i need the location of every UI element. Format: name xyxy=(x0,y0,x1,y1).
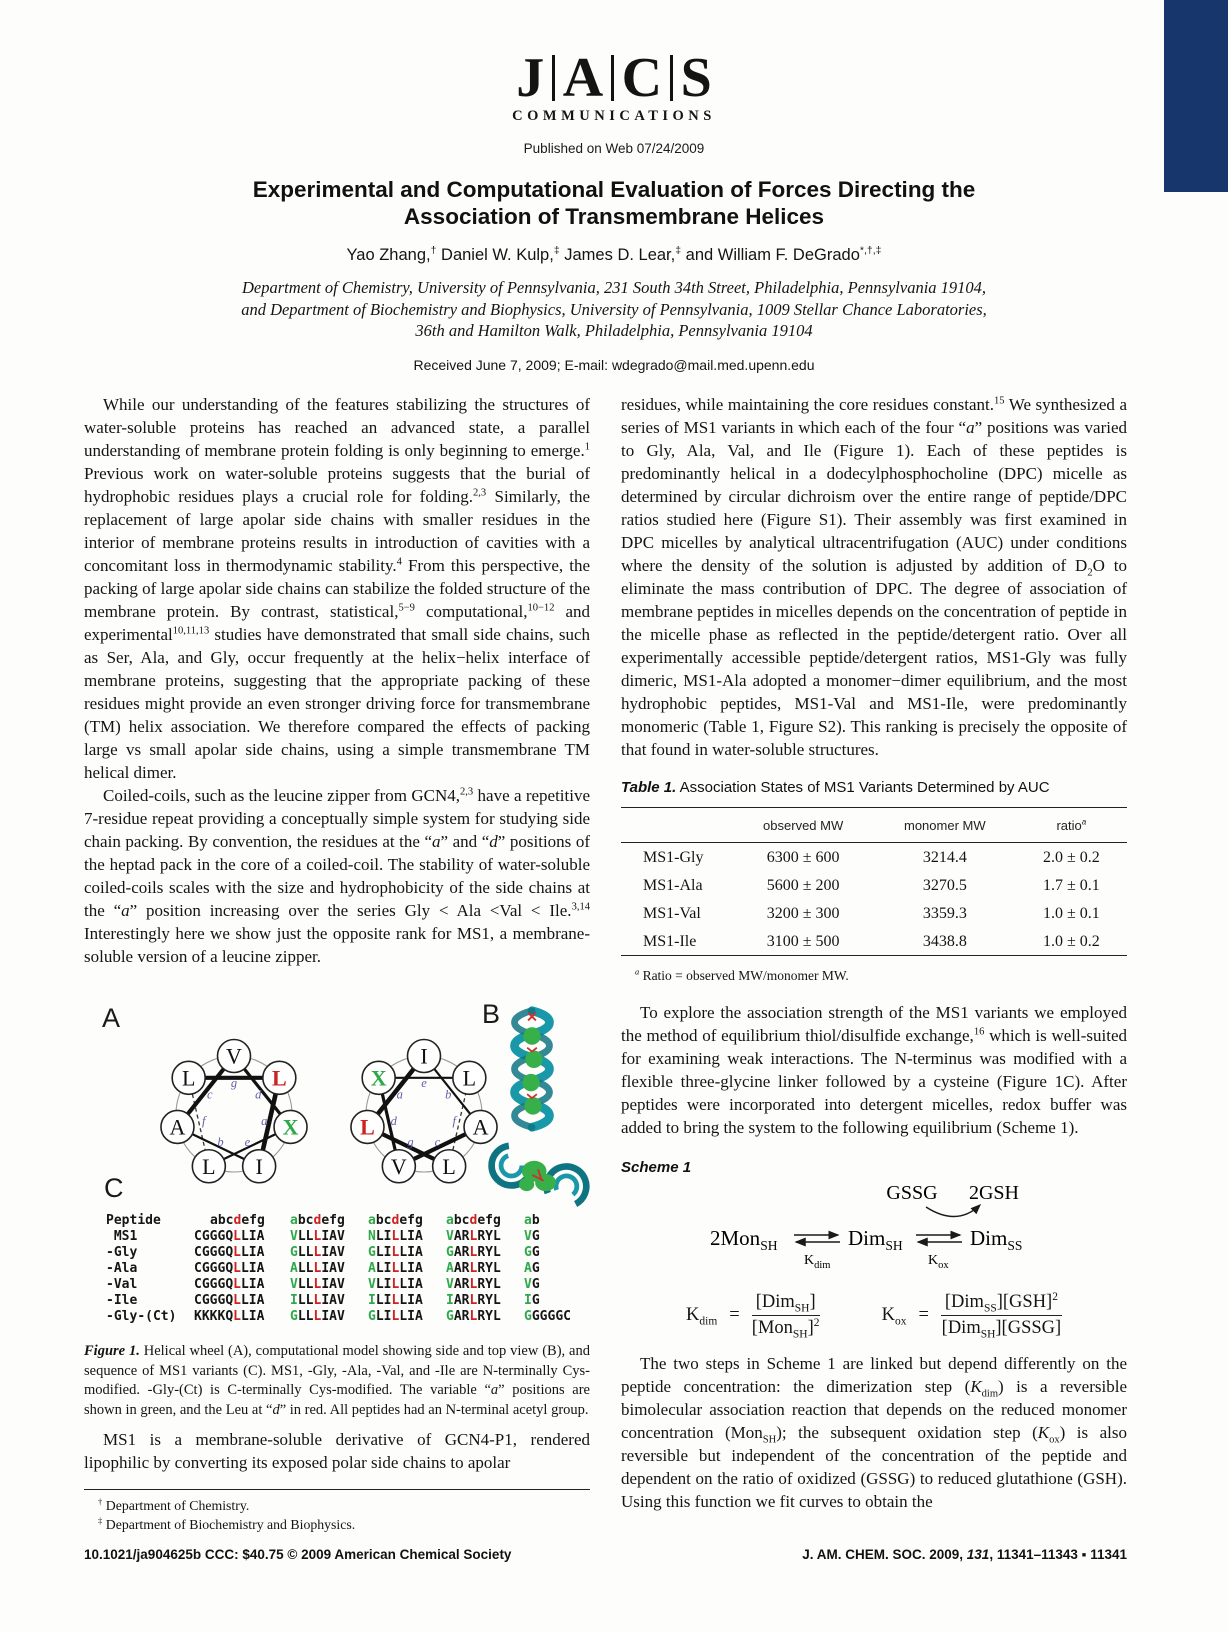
wheel-residue-letter: L xyxy=(271,1065,287,1091)
paragraph: To explore the association strength of the MS1 variants we employed the method of equilibrium thiol/disulfide exchange,$^{16}$ which is well-suited for examining weak interactions. The N-terminus was modified with a flexible three-glycine linker followed by a cysteine (Figure 1C). After peptides were incorporated into detergent micelles, redox buffer was added to bring the system to the following equilibrium (Scheme 1). xyxy=(621,1003,1128,1137)
figure-panel-label-a: A xyxy=(102,1003,121,1033)
paragraph: While our understanding of the features stabilizing the structures of water-soluble proteins has reached an advanced state, a parallel understanding of membrane protein folding is only beginning to emerge.$^1$ Previous work on water-soluble proteins suggests that the burial of hydrophobic residues plays a crucial role for folding.$^{2,3}$ Similarly, the replacement of large apolar side chains with smaller residues in the interior of membrane proteins results in introduction of cavities with a concomitant loss in thermodynamic stability.$^4$ From this perspective, the packing of large apolar side chains can stabilize the folded structure of the membrane protein. By contrast, statistical,$^{5-9}$ computational,$^{10-12}$ and experimental$^{10,11,13}$ studies have demonstrated that small side chains, such as Ser, Ala, and Gly, occur frequently at the helix−helix interface of membrane proteins, suggesting that the appropriate packing of these residues might provide an even stronger driving force for transmembrane (TM) helix association. We therefore compared the effects of packing large vs small apolar side chains, using a simple transmembrane TM helical dimer. xyxy=(84,395,591,782)
paragraph: The two steps in Scheme 1 are linked but depend differently on the peptide concentration: the dimerization step $(K_{dim})$ is a reversible bimolecular association reaction that depends on the reduced monomer concentration (Mon$_{SH}$); the subsequent oxidation step $(K_{ox})$ is also reversible but independent of the concentration of the peptide and dependent on the ratio of oxidized (GSSG) to reduced glutathione (GSH). Using this function we fit curves to obtain the xyxy=(621,1354,1127,1511)
wheel-residue-letter: V xyxy=(226,1043,242,1069)
table-footnote: $^a$ Ratio = observed MW/monomer MW. xyxy=(635,967,849,983)
scheme-dimss: Dim$_{SS}$ xyxy=(970,1226,1023,1253)
scheme-gssg: GSSG xyxy=(886,1182,938,1204)
affiliation-line: Department of Chemistry, University of Pennsylvania, 231 South 34th Street, Philadelphia, Pennsylvania 19104, xyxy=(241,278,987,297)
logo-divider xyxy=(552,55,555,101)
wheel-position-label: f xyxy=(202,1113,206,1128)
received-line: Received June 7, 2009; E-mail: wdegrado@mail.med.upenn.edu xyxy=(413,356,815,373)
masthead xyxy=(0,47,1228,156)
wheel-residue-letter: X xyxy=(282,1114,299,1140)
kox-symbol: $K_{ox}$ xyxy=(881,1305,907,1328)
logo-letter: J xyxy=(516,47,545,109)
doi-copyright: 10.1021/ja904625b CCC: $40.75 © 2009 American Chemical Society xyxy=(84,1547,512,1562)
wheel-residue-letter: V xyxy=(390,1153,407,1179)
logo-letter: C xyxy=(621,47,663,109)
wheel-residue-letter: I xyxy=(420,1043,428,1069)
wheel-position-label: e xyxy=(421,1076,427,1090)
sequence-row: -Ile CGGGQLLIA ILLLIAV ILILLIA IARLRYL IG xyxy=(106,1293,540,1308)
kdim-symbol: $K_{dim}$ xyxy=(686,1305,718,1328)
scheme-label: Scheme 1 xyxy=(621,1159,692,1176)
page-footer xyxy=(84,1547,1127,1562)
wheel-position-label: e xyxy=(244,1134,251,1149)
kdim-fraction: $\frac{[Dim_{SH}]}{[Mon_{SH}]^2}$ xyxy=(751,1292,820,1341)
wheel-residue-letter: A xyxy=(472,1114,489,1140)
affiliations xyxy=(0,277,1228,342)
sequence-row: -Val CGGGQLLIA VLLLIAV VLILLIA VARLRYL VG xyxy=(106,1277,540,1292)
affiliation-line: 36th and Hamilton Walk, Philadelphia, Pennsylvania 19104 xyxy=(415,321,813,340)
model-top-view xyxy=(482,1139,594,1211)
wheel-residue-letter: A xyxy=(169,1114,186,1140)
table-row: MS1-Ile 3100 ± 500 3438.8 1.0 ± 0.2 xyxy=(643,932,1100,950)
wheel-residue-letter: L xyxy=(462,1065,477,1091)
sequence-row: MS1 CGGGQLLIA VLLLIAV NLILLIA VARLRYL VG xyxy=(113,1229,540,1244)
figure-caption: Figure 1. Helical wheel (A), computational model showing side and top view (B), and sequence of MS1 variants (C). MS1, -Gly, -Ala, -Val, and -Ile are N-terminally Cys-modified. -Gly-(Ct) is C-terminally Cys-modified. The variable “a” positions are shown in green, and the Leu at “d” in red. All peptides had an N-terminal acetyl group. xyxy=(84,1343,590,1418)
scheme-monomer: 2Mon$_{SH}$ xyxy=(710,1226,778,1253)
sequence-row: -Ala CGGGQLLIA ALLLIAV ALILLIA AARLRYL AG xyxy=(106,1261,540,1276)
sequence-row: -Gly CGGGQLLIA GLLLIAV GLILLIA GARLRYL GG xyxy=(106,1245,540,1260)
scheme-curved-arrow xyxy=(926,1205,980,1217)
paragraph: Coiled-coils, such as the leucine zipper from GCN4,$^{2,3}$ have a repetitive 7-residue repeat providing a conceptually simple system for studying side chain packing. By convention, the residues at the “a” and “d” positions of the heptad pack in the core of a coiled-coil. The stability of water-soluble coiled-coils scales with the size and hydrophobicity of the side chains at the “a” position increasing over the series Gly < Ala <Val < Ile.$^{3,14}$ Interestingly here we show just the opposite rank for MS1, a membrane-soluble version of a leucine zipper. xyxy=(84,786,591,966)
published-date: Published on Web 07/24/2009 xyxy=(523,141,705,156)
email-link[interactable]: wdegrado@mail.med.upenn.edu xyxy=(611,356,815,373)
paragraph: residues, while maintaining the core residues constant.$^{15}$ We synthesized a series of MS1 variants in which each of the four “a” positions was varied to Gly, Ala, Val, and Ile (Figure 1). Each of these peptides is predominantly helical in a dodecylphosphocholine (DPC) micelle as determined by circular dichroism over the entire range of peptide/DPC ratios studied here (Figure S1). Their assembly was first examined in DPC micelles by analytical ultracentrifugation (AUC) under conditions where the density of the solution is adjusted by addition of $D_2O$ to eliminate the mass contribution of DPC. The degree of association of membrane peptides in micelles depends on the concentration of peptide in the micelle phase as reflected in the peptide/detergent ratio. Over all experimentally accessible peptide/detergent ratios, MS1-Gly was fully dimeric, MS1-Ala adopted a monomer−dimer equilibrium, and the most hydrophobic peptides, MS1-Val and MS1-Ile, were predominantly monomeric (Table 1, Figure S2). This ranking is precisely the opposite of that found in water-soluble structures. xyxy=(621,395,1128,759)
table-header-empty xyxy=(621,808,732,843)
equals-sign: = xyxy=(918,1305,929,1325)
wheel-position-label: c xyxy=(206,1087,213,1102)
wheel-position-label: a xyxy=(396,1087,403,1102)
wheel-position-label: f xyxy=(452,1113,456,1128)
title-block xyxy=(0,176,1228,373)
left-column xyxy=(84,393,590,1474)
sequence-table xyxy=(106,1213,590,1325)
affiliation-line: and Department of Biochemistry and Biophysics, University of Pennsylvania, 1009 Stellar Chance Laboratories, xyxy=(241,299,987,319)
wheel-residue-letter: L xyxy=(202,1153,216,1179)
sequence-row: -Gly-(Ct) KKKKQLLIA GLLLIAV GLILLIA GARLRYL GGGGGC xyxy=(106,1309,571,1324)
equals-sign: = xyxy=(729,1305,740,1325)
author-line: Yao Zhang,† Daniel W. Kulp,‡ James D. Lear,‡ and William F. DeGrado*,†,‡ xyxy=(346,244,882,264)
logo-divider xyxy=(611,55,614,101)
wheel-position-label: a xyxy=(261,1113,268,1128)
paragraph: MS1 is a membrane-soluble derivative of GCN4-P1, rendered lipophilic by converting its exposed polar side chains to apolar xyxy=(84,1430,590,1472)
wheel-residue-letter: L xyxy=(181,1065,196,1091)
wheel-position-label: b xyxy=(217,1134,224,1149)
figure-panel-label-b: B xyxy=(482,999,501,1029)
scheme-gsh: 2GSH xyxy=(968,1182,1020,1204)
footnotes xyxy=(84,1489,590,1534)
wheel-residue-letter: L xyxy=(442,1153,456,1179)
scheme-kdim: $K_{dim}$ xyxy=(804,1253,831,1271)
logo-letter: S xyxy=(680,47,712,109)
logo-divider xyxy=(670,55,673,101)
wheel-position-label: g xyxy=(230,1076,238,1090)
scheme-1-diagram xyxy=(654,1181,1094,1281)
table-row: MS1-Ala 5600 ± 200 3270.5 1.7 ± 0.1 xyxy=(643,876,1100,894)
wheel-residue-letter: L xyxy=(360,1114,375,1140)
wheel-position-label: d xyxy=(255,1087,262,1102)
table-title: Table 1. Association States of MS1 Variants Determined by AUC xyxy=(621,779,1050,796)
sequence-header-row: Peptide abcdefg abcdefg abcdefg abcdefg ab xyxy=(106,1213,540,1228)
right-column xyxy=(621,393,1127,1513)
equations xyxy=(621,1291,1127,1340)
table-header-ratio: ratio$^a$ xyxy=(1016,808,1127,843)
table-1 xyxy=(621,807,1127,956)
figure-1 xyxy=(84,977,590,1329)
model-side-view xyxy=(504,1003,560,1135)
wheel-position-label: d xyxy=(390,1113,397,1128)
table-header-observed: observed MW xyxy=(732,808,874,843)
figure-panel-label-c: C xyxy=(104,1173,124,1203)
wheel-residue-letter: X xyxy=(370,1065,387,1091)
wheel-position-label: b xyxy=(445,1087,452,1102)
table-row: MS1-Gly 6300 ± 600 3214.4 2.0 ± 0.2 xyxy=(643,848,1100,866)
article-title: Experimental and Computational Evaluation of Forces Directing the Association of Transmembrane Helices xyxy=(252,177,976,229)
table-header-monomer: monomer MW xyxy=(874,808,1016,843)
wheel-residue-letter: I xyxy=(255,1153,263,1179)
journal-section-label: COMMUNICATIONS xyxy=(512,108,716,124)
kox-fraction: $\frac{[Dim_{SS}][GSH]^2}{[Dim_{SH}][GSSG]}$ xyxy=(941,1290,1062,1341)
logo-letter: A xyxy=(562,47,604,109)
table-row: MS1-Val 3200 ± 300 3359.3 1.0 ± 0.1 xyxy=(643,904,1100,922)
wheel-position-label: c xyxy=(434,1134,441,1149)
journal-citation: J. AM. CHEM. SOC. 2009, 131, 11341–11343 ▪ 11341 xyxy=(802,1547,1127,1562)
footnote-dagger: † Department of Chemistry. xyxy=(98,1496,250,1513)
scheme-dimsh: Dim$_{SH}$ xyxy=(848,1226,903,1253)
footnote-double-dagger: ‡ Department of Biochemistry and Biophysics. xyxy=(98,1514,356,1532)
scheme-kox: $K_{ox}$ xyxy=(928,1253,949,1271)
jacs-logo xyxy=(0,47,1228,109)
wheel-position-label: g xyxy=(407,1134,414,1149)
